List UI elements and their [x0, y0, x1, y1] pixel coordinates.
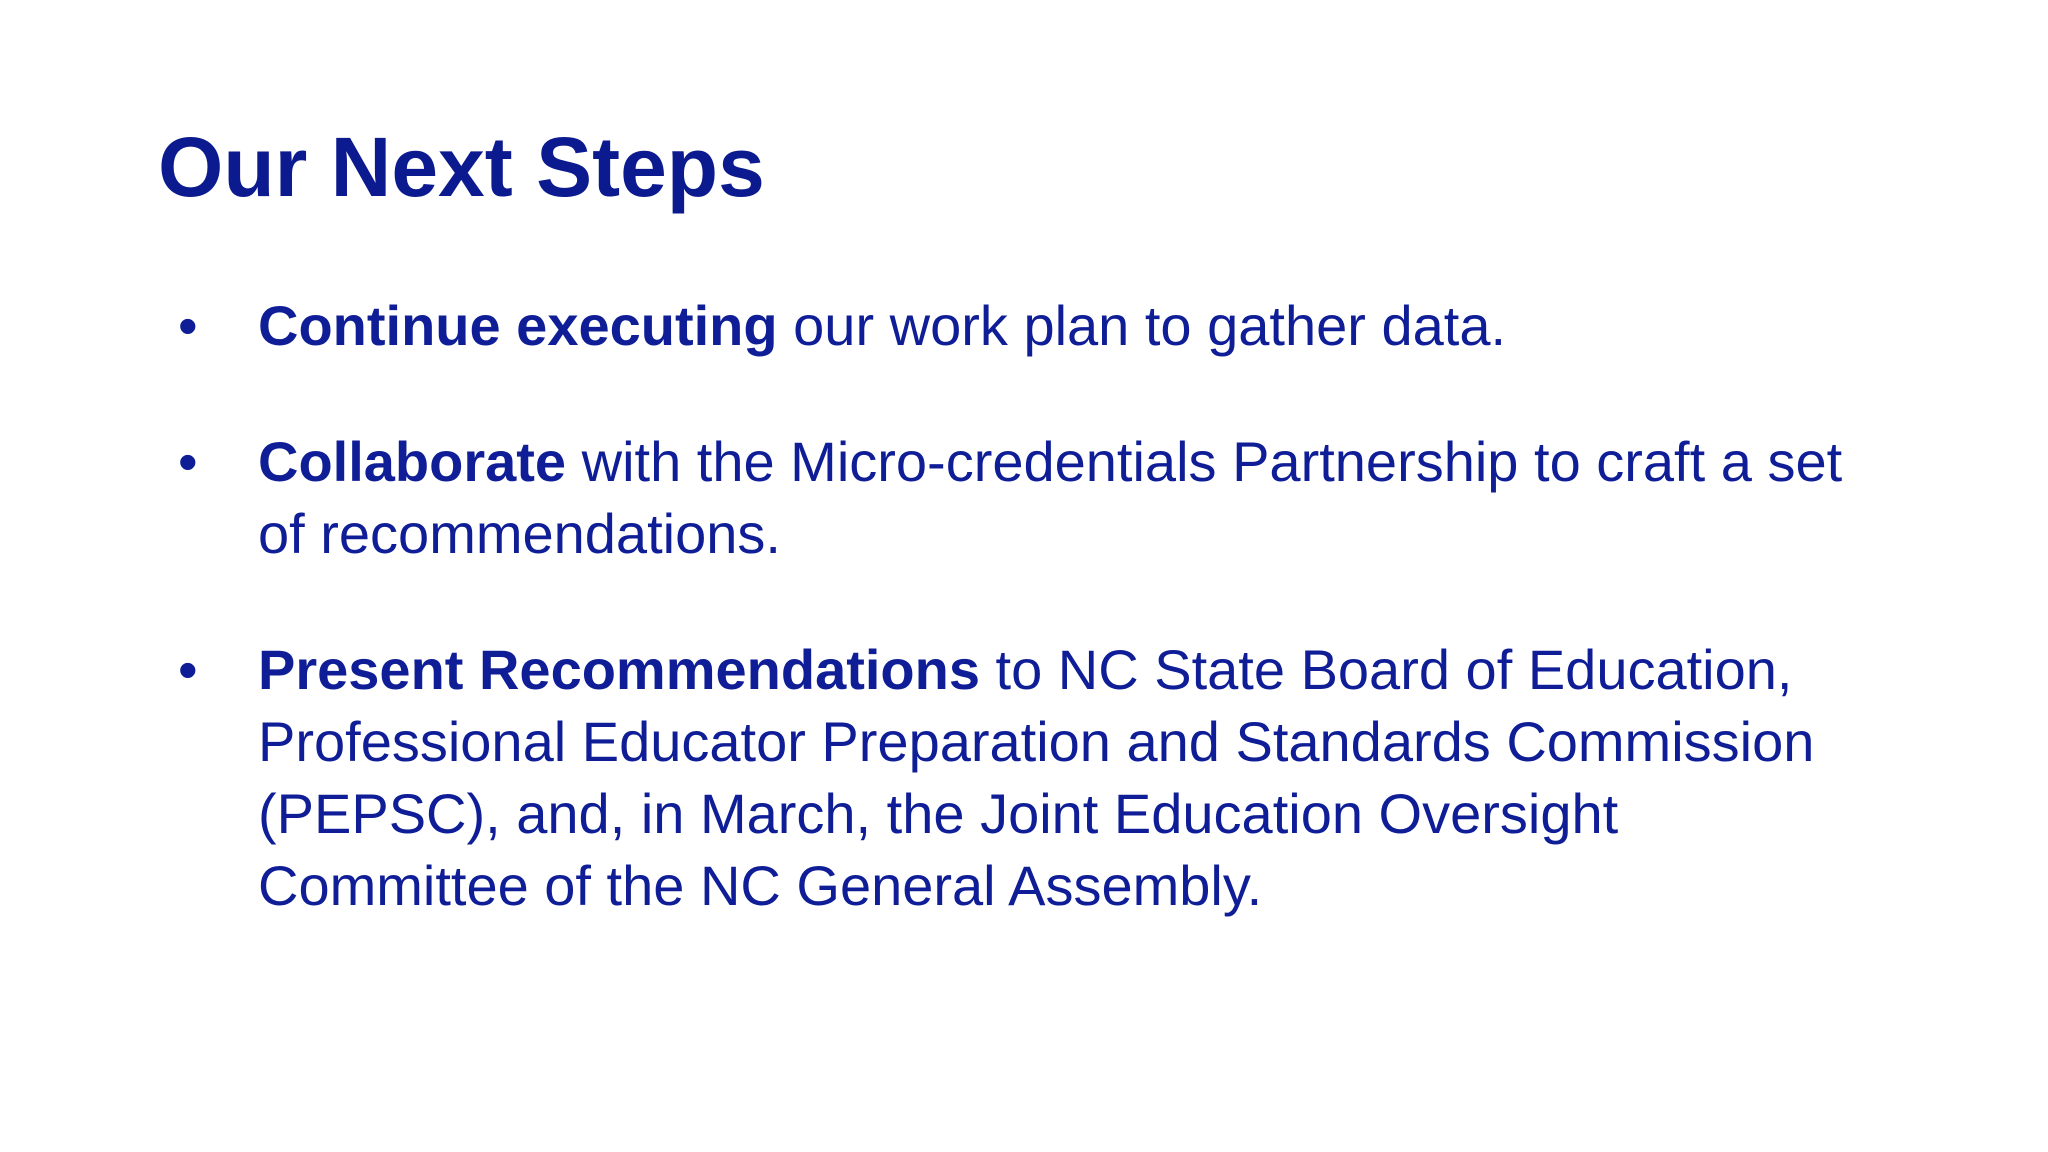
bullet-body: our work plan to gather data.: [777, 294, 1507, 357]
bullet-dot: •: [178, 294, 198, 357]
bullet-bold-phrase: Present Recommendations: [258, 638, 980, 701]
bullet-dot: •: [178, 638, 198, 701]
bullet-text: [258, 634, 1898, 922]
bullet-bold-phrase: Collaborate: [258, 430, 567, 493]
bullet-bold-phrase: Continue executing: [258, 294, 778, 357]
slide-title: Our Next Steps: [158, 120, 765, 214]
bullet-body: with the Micro-credentials Partnership to craft a set of recommendations.: [258, 430, 1843, 565]
bullet-dot: •: [178, 430, 198, 493]
bullet-text: [258, 426, 1898, 570]
bullet-text: [258, 290, 1898, 362]
bullet-body: to NC State Board of Education, Professional Educator Preparation and Standards Commission (PEPSC), and, in March, the Joint Education Oversight Committee of the NC General Assembly.: [258, 638, 1815, 917]
